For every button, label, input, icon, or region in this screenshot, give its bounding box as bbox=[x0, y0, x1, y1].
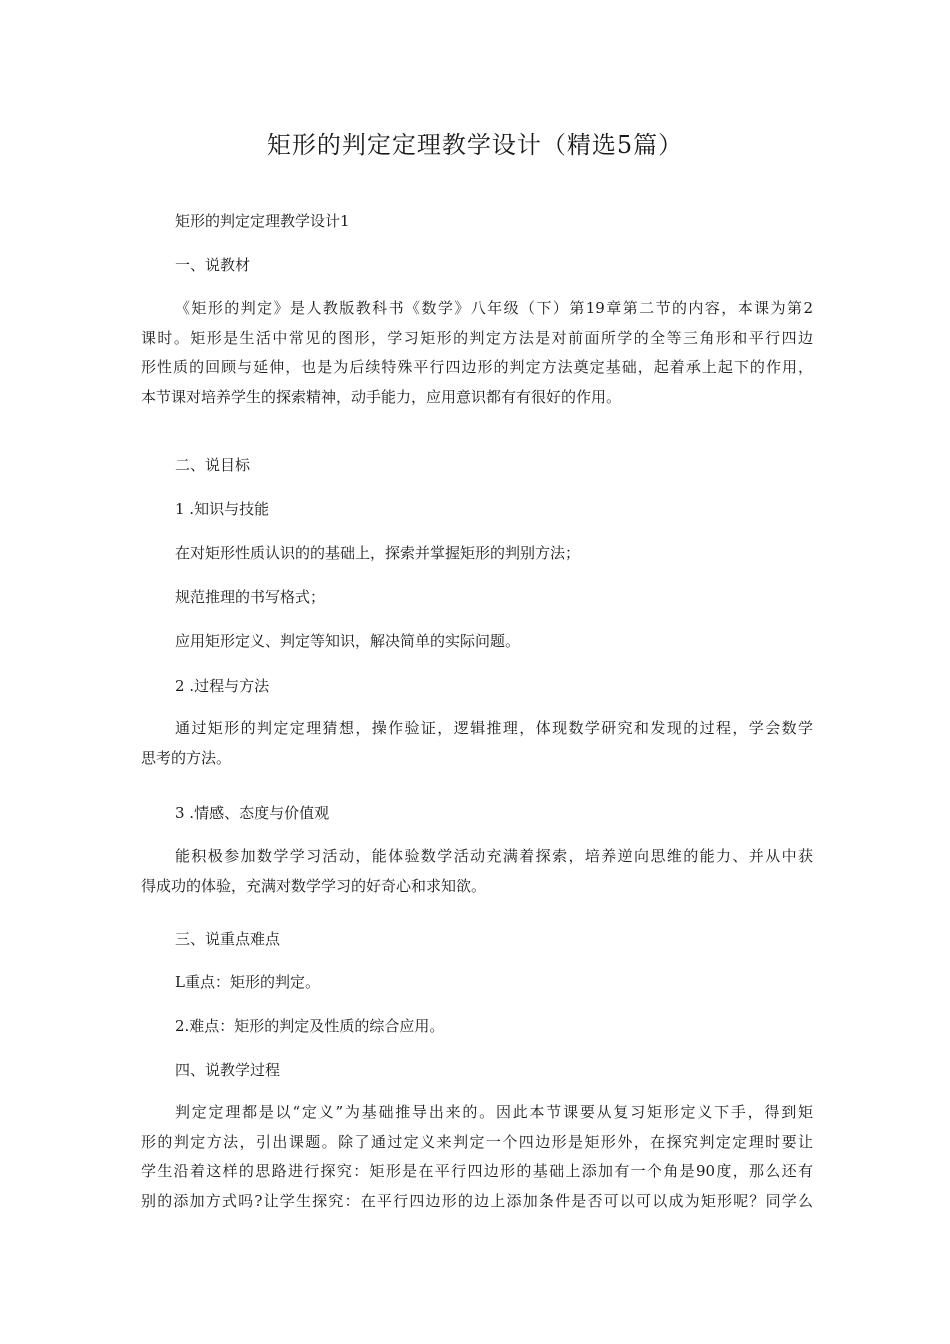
document-title: 矩形的判定定理教学设计（精选5篇） bbox=[266, 131, 684, 159]
section-1-paragraph bbox=[141, 294, 813, 412]
list-item: 规范推理的书写格式； bbox=[175, 588, 326, 606]
subsection-heading-2-1: 1 .知识与技能 bbox=[175, 500, 270, 518]
section-2-3-paragraph bbox=[141, 842, 813, 901]
list-item: 2.难点：矩形的判定及性质的综合应用。 bbox=[175, 1017, 445, 1035]
paragraph-line: 形性质的回顾与延伸，也是为后续特殊平行四边形的判定方法奠定基础，起着承上起下的作用， bbox=[141, 358, 813, 376]
paragraph-line: 本节课对培养学生的探索精神，动手能力，应用意识都有有很好的作用。 bbox=[141, 387, 622, 406]
subsection-heading-2-2: 2 .过程与方法 bbox=[175, 677, 270, 695]
paragraph-line: 思考的方法。 bbox=[141, 748, 232, 767]
paragraph-line: 判定定理都是以“定义”为基础推导出来的。因此本节课要从复习矩形定义下手，得到矩 bbox=[175, 1103, 813, 1121]
list-item: L重点：矩形的判定。 bbox=[175, 973, 320, 991]
list-item: 在对矩形性质认识的的基础上，探索并掌握矩形的判别方法； bbox=[175, 544, 581, 562]
section-2-2-paragraph bbox=[141, 714, 813, 773]
section-heading-4: 四、说教学过程 bbox=[175, 1061, 281, 1079]
section-heading-2: 二、说目标 bbox=[175, 456, 251, 474]
paragraph-line: 课时。矩形是生活中常见的图形，学习矩形的判定方法是对前面所学的全等三角形和平行四边 bbox=[141, 328, 813, 347]
paragraph-line: 能积极参加数学学习活动，能体验数学活动充满着探索，培养逆向思维的能力、并从中获 bbox=[175, 847, 813, 865]
section-heading-3: 三、说重点难点 bbox=[175, 930, 281, 948]
section-heading-1: 一、说教材 bbox=[175, 256, 251, 274]
paragraph-line: 得成功的体验，充满对数学学习的好奇心和求知欲。 bbox=[141, 876, 487, 895]
paragraph-line: 形的判定方法，引出课题。除了通过定义来判定一个四边形是矩形外，在探究判定定理时要让 bbox=[141, 1132, 813, 1151]
paragraph-line: 别的添加方式吗?让学生探究：在平行四边形的边上添加条件是否可以可以成为矩形呢？同学么 bbox=[141, 1191, 813, 1210]
subsection-heading-2-3: 3 .情感、态度与价值观 bbox=[175, 804, 330, 822]
section-4-paragraph bbox=[141, 1098, 813, 1216]
document-subtitle: 矩形的判定定理教学设计1 bbox=[175, 212, 350, 230]
paragraph-line: 学生沿着这样的思路进行探究：矩形是在平行四边形的基础上添加有一个角是90度，那么还有 bbox=[141, 1162, 813, 1180]
paragraph-line: 《矩形的判定》是人教版教科书《数学》八年级（下）第19章第二节的内容，本课为第2 bbox=[175, 299, 813, 317]
list-item: 应用矩形定义、判定等知识，解决简单的实际问题。 bbox=[175, 632, 521, 650]
paragraph-line: 通过矩形的判定定理猜想，操作验证，逻辑推理，体现数学研究和发现的过程，学会数学 bbox=[175, 719, 813, 737]
